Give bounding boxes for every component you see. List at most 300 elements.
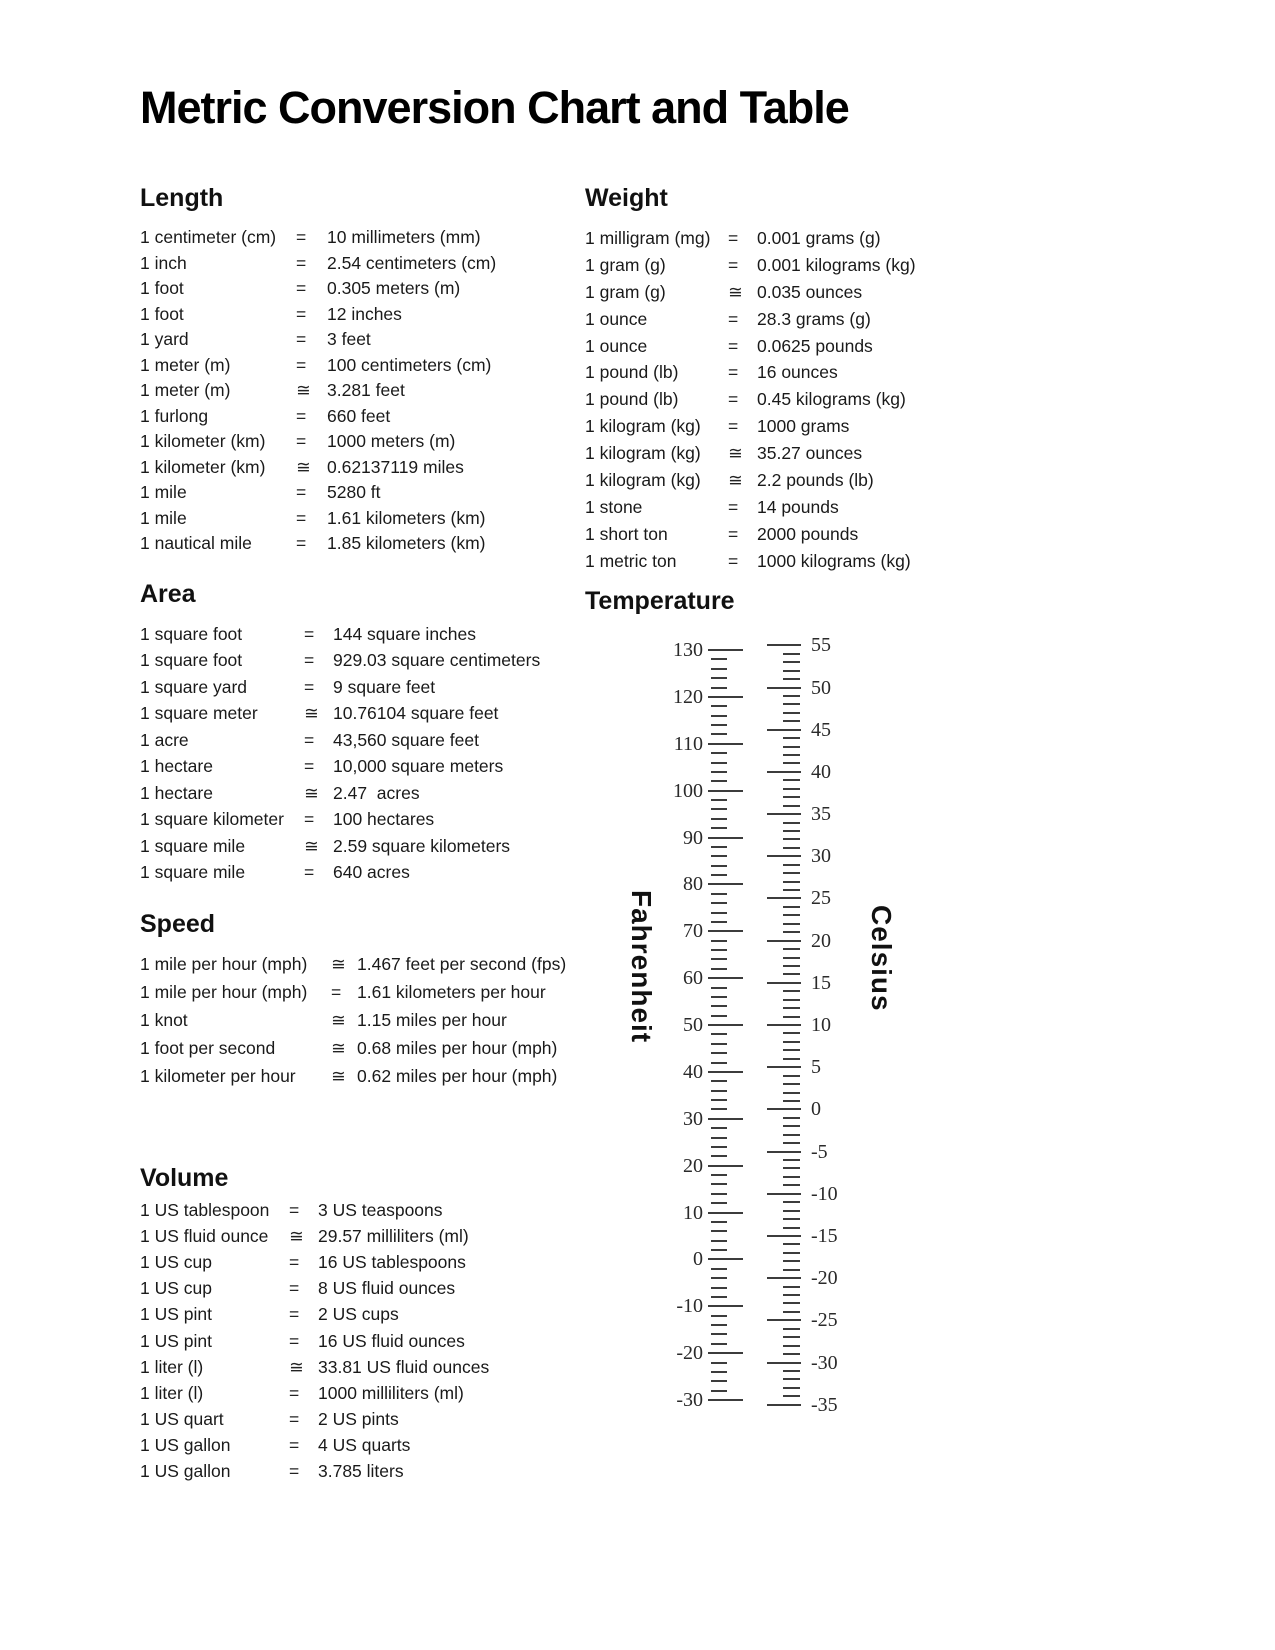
row-value: 929.03 square centimeters bbox=[333, 650, 541, 671]
row-quantity: 1 US cup bbox=[140, 1278, 212, 1299]
celsius-minor-tick bbox=[783, 906, 800, 908]
row-relation: = bbox=[728, 335, 739, 356]
conversion-row bbox=[140, 979, 620, 1007]
fahrenheit-minor-tick bbox=[711, 658, 727, 660]
conversion-row bbox=[140, 648, 610, 675]
row-relation: = bbox=[728, 389, 739, 410]
conversion-row bbox=[585, 440, 1055, 467]
row-quantity: 1 pound (lb) bbox=[585, 362, 679, 383]
row-value: 29.57 milliliters (ml) bbox=[318, 1225, 469, 1246]
celsius-minor-tick bbox=[783, 661, 800, 663]
fahrenheit-minor-tick bbox=[711, 733, 727, 735]
row-quantity: 1 furlong bbox=[140, 405, 209, 426]
section-area bbox=[140, 578, 610, 886]
celsius-minor-tick bbox=[783, 847, 800, 849]
celsius-tick-label: 5 bbox=[811, 1056, 821, 1079]
row-relation: = bbox=[728, 254, 739, 275]
celsius-minor-tick bbox=[783, 1328, 800, 1330]
row-quantity: 1 mile bbox=[140, 482, 187, 503]
row-relation: ≅ bbox=[331, 1009, 346, 1030]
fahrenheit-minor-tick bbox=[711, 771, 727, 773]
celsius-minor-tick bbox=[783, 1345, 800, 1347]
fahrenheit-minor-tick bbox=[711, 1296, 727, 1298]
fahrenheit-minor-tick bbox=[711, 1230, 727, 1232]
row-value: 2.59 square kilometers bbox=[333, 835, 511, 856]
fahrenheit-minor-tick bbox=[711, 780, 727, 782]
fahrenheit-major-tick bbox=[708, 1212, 743, 1214]
row-value: 1.61 kilometers per hour bbox=[357, 982, 546, 1003]
fahrenheit-tick-label: 60 bbox=[683, 967, 703, 990]
celsius-minor-tick bbox=[783, 1176, 800, 1178]
fahrenheit-minor-tick bbox=[711, 1324, 727, 1326]
conversion-row bbox=[140, 429, 610, 455]
row-value: 0.001 grams (g) bbox=[757, 227, 881, 248]
fahrenheit-minor-tick bbox=[711, 1127, 727, 1129]
celsius-tick-label: 25 bbox=[811, 887, 831, 910]
fahrenheit-tick-label: 130 bbox=[673, 639, 703, 661]
fahrenheit-minor-tick bbox=[711, 1240, 727, 1242]
celsius-minor-tick bbox=[783, 1201, 800, 1203]
row-value: 5280 ft bbox=[327, 482, 381, 503]
row-quantity: 1 mile bbox=[140, 507, 187, 528]
row-value: 1000 milliliters (ml) bbox=[318, 1382, 464, 1403]
row-relation: ≅ bbox=[728, 281, 743, 302]
fahrenheit-minor-tick bbox=[711, 1043, 727, 1045]
conversion-row bbox=[140, 1197, 610, 1223]
fahrenheit-minor-tick bbox=[711, 1380, 727, 1382]
conversion-row bbox=[585, 225, 1055, 252]
celsius-minor-tick bbox=[783, 670, 800, 672]
row-quantity: 1 kilogram (kg) bbox=[585, 469, 701, 490]
celsius-major-tick bbox=[767, 687, 801, 689]
celsius-minor-tick bbox=[783, 1016, 800, 1018]
section-length-title: Length bbox=[140, 184, 224, 212]
fahrenheit-minor-tick bbox=[711, 874, 727, 876]
fahrenheit-major-tick bbox=[708, 649, 743, 651]
celsius-scale-label: Celsius bbox=[866, 905, 897, 1012]
row-quantity: 1 hectare bbox=[140, 782, 213, 803]
conversion-row bbox=[140, 833, 610, 860]
conversion-row bbox=[140, 327, 610, 353]
celsius-minor-tick bbox=[783, 1041, 800, 1043]
row-relation: = bbox=[304, 756, 315, 777]
celsius-major-tick bbox=[767, 855, 801, 857]
row-value: 9 square feet bbox=[333, 676, 436, 697]
row-quantity: 1 nautical mile bbox=[140, 533, 252, 554]
row-relation: ≅ bbox=[289, 1225, 304, 1246]
conversion-row bbox=[140, 378, 610, 404]
row-quantity: 1 square meter bbox=[140, 703, 258, 724]
row-value: 0.0625 pounds bbox=[757, 335, 873, 356]
row-value: 3.785 liters bbox=[318, 1461, 404, 1482]
celsius-minor-tick bbox=[783, 1387, 800, 1389]
fahrenheit-minor-tick bbox=[711, 1033, 727, 1035]
fahrenheit-minor-tick bbox=[711, 1343, 727, 1345]
fahrenheit-major-tick bbox=[708, 977, 743, 979]
fahrenheit-tick-label: 110 bbox=[673, 732, 703, 755]
row-quantity: 1 acre bbox=[140, 729, 189, 750]
conversion-row bbox=[140, 780, 610, 807]
row-quantity: 1 hectare bbox=[140, 756, 213, 777]
row-relation: = bbox=[296, 533, 307, 554]
celsius-minor-tick bbox=[783, 1100, 800, 1102]
fahrenheit-minor-tick bbox=[711, 818, 727, 820]
celsius-tick-label: -10 bbox=[811, 1182, 838, 1205]
fahrenheit-minor-tick bbox=[711, 1099, 727, 1101]
section-volume-title: Volume bbox=[140, 1164, 229, 1192]
row-value: 3 US teaspoons bbox=[318, 1199, 443, 1220]
conversion-row bbox=[140, 1062, 620, 1090]
conversion-rows bbox=[140, 225, 610, 557]
row-relation: = bbox=[289, 1409, 300, 1430]
fahrenheit-major-tick bbox=[708, 837, 743, 839]
conversion-row bbox=[140, 1276, 610, 1302]
fahrenheit-major-tick bbox=[708, 1352, 743, 1354]
celsius-minor-tick bbox=[783, 830, 800, 832]
celsius-tick-label: -25 bbox=[811, 1309, 838, 1332]
conversion-row bbox=[140, 1459, 610, 1485]
row-value: 16 US tablespoons bbox=[318, 1251, 466, 1272]
celsius-minor-tick bbox=[783, 1210, 800, 1212]
section-speed-title: Speed bbox=[140, 910, 216, 938]
fahrenheit-minor-tick bbox=[711, 958, 727, 960]
row-value: 0.62 miles per hour (mph) bbox=[357, 1065, 558, 1086]
fahrenheit-minor-tick bbox=[711, 968, 727, 970]
celsius-minor-tick bbox=[783, 957, 800, 959]
celsius-major-tick bbox=[767, 1108, 801, 1110]
celsius-major-tick bbox=[767, 1404, 801, 1406]
celsius-major-tick bbox=[767, 982, 801, 984]
celsius-minor-tick bbox=[783, 948, 800, 950]
section-weight bbox=[585, 182, 1055, 575]
celsius-major-tick bbox=[767, 1319, 801, 1321]
conversion-row bbox=[140, 353, 610, 379]
row-value: 144 square inches bbox=[333, 623, 477, 644]
row-quantity: 1 US cup bbox=[140, 1251, 212, 1272]
fahrenheit-minor-tick bbox=[711, 1062, 727, 1064]
row-relation: ≅ bbox=[331, 954, 346, 975]
celsius-minor-tick bbox=[783, 1032, 800, 1034]
conversion-rows bbox=[140, 1197, 610, 1485]
row-value: 10,000 square meters bbox=[333, 756, 504, 777]
conversion-row bbox=[140, 506, 610, 532]
conversion-row bbox=[140, 1433, 610, 1459]
conversion-row bbox=[140, 1249, 610, 1275]
celsius-minor-tick bbox=[783, 1260, 800, 1262]
conversion-row bbox=[140, 807, 610, 834]
conversion-row bbox=[140, 1354, 610, 1380]
celsius-minor-tick bbox=[783, 1092, 800, 1094]
fahrenheit-minor-tick bbox=[711, 677, 727, 679]
row-quantity: 1 knot bbox=[140, 1009, 188, 1030]
fahrenheit-minor-tick bbox=[711, 687, 727, 689]
fahrenheit-minor-tick bbox=[711, 1090, 727, 1092]
celsius-minor-tick bbox=[783, 1218, 800, 1220]
row-value: 1.85 kilometers (km) bbox=[327, 533, 486, 554]
fahrenheit-minor-tick bbox=[711, 1390, 727, 1392]
fahrenheit-minor-tick bbox=[711, 1371, 727, 1373]
conversion-row bbox=[140, 404, 610, 430]
row-relation: = bbox=[728, 550, 739, 571]
celsius-tick-label: 10 bbox=[811, 1014, 831, 1036]
fahrenheit-major-tick bbox=[708, 1165, 743, 1167]
row-value: 16 ounces bbox=[757, 362, 838, 383]
fahrenheit-minor-tick bbox=[711, 1146, 727, 1148]
row-relation: = bbox=[296, 252, 307, 273]
row-value: 0.035 ounces bbox=[757, 281, 863, 302]
celsius-minor-tick bbox=[783, 1294, 800, 1296]
celsius-minor-tick bbox=[783, 1353, 800, 1355]
row-value: 1.467 feet per second (fps) bbox=[357, 954, 567, 975]
row-value: 0.68 miles per hour (mph) bbox=[357, 1037, 558, 1058]
row-quantity: 1 meter (m) bbox=[140, 354, 231, 375]
row-value: 1000 meters (m) bbox=[327, 431, 456, 452]
celsius-tick-label: 20 bbox=[811, 929, 831, 952]
fahrenheit-minor-tick bbox=[711, 1005, 727, 1007]
row-relation: = bbox=[728, 496, 739, 517]
row-relation: = bbox=[289, 1251, 300, 1272]
celsius-major-tick bbox=[767, 771, 801, 773]
fahrenheit-minor-tick bbox=[711, 846, 727, 848]
fahrenheit-major-tick bbox=[708, 743, 743, 745]
conversion-row bbox=[140, 621, 610, 648]
celsius-tick-label: -5 bbox=[811, 1140, 828, 1163]
celsius-major-tick bbox=[767, 1193, 801, 1195]
fahrenheit-tick-label: -20 bbox=[676, 1342, 703, 1365]
fahrenheit-minor-tick bbox=[711, 902, 727, 904]
celsius-minor-tick bbox=[783, 1336, 800, 1338]
row-relation: = bbox=[304, 676, 315, 697]
fahrenheit-minor-tick bbox=[711, 1221, 727, 1223]
temperature-scale-chart bbox=[570, 620, 930, 1420]
section-speed bbox=[140, 908, 620, 1090]
celsius-major-tick bbox=[767, 940, 801, 942]
fahrenheit-minor-tick bbox=[711, 724, 727, 726]
conversion-row bbox=[140, 1007, 620, 1035]
row-quantity: 1 kilometer per hour bbox=[140, 1065, 296, 1086]
fahrenheit-minor-tick bbox=[711, 808, 727, 810]
row-value: 10 millimeters (mm) bbox=[327, 227, 481, 248]
row-value: 16 US fluid ounces bbox=[318, 1330, 465, 1351]
celsius-minor-tick bbox=[783, 914, 800, 916]
celsius-minor-tick bbox=[783, 872, 800, 874]
fahrenheit-minor-tick bbox=[711, 1052, 727, 1054]
fahrenheit-minor-tick bbox=[711, 865, 727, 867]
row-value: 0.45 kilograms (kg) bbox=[757, 389, 906, 410]
row-relation: = bbox=[331, 982, 342, 1003]
celsius-minor-tick bbox=[783, 653, 800, 655]
row-value: 100 hectares bbox=[333, 809, 435, 830]
row-value: 2 US cups bbox=[318, 1304, 399, 1325]
section-weight-title: Weight bbox=[585, 184, 668, 212]
fahrenheit-tick-label: 120 bbox=[673, 685, 703, 708]
row-value: 4 US quarts bbox=[318, 1435, 411, 1456]
row-quantity: 1 yard bbox=[140, 329, 189, 350]
celsius-tick-label: 35 bbox=[811, 803, 831, 826]
row-relation: = bbox=[304, 650, 315, 671]
row-value: 1.61 kilometers (km) bbox=[327, 507, 486, 528]
row-relation: ≅ bbox=[304, 782, 319, 803]
conversion-row bbox=[140, 754, 610, 781]
row-relation: = bbox=[289, 1461, 300, 1482]
conversion-row bbox=[140, 455, 610, 481]
section-area-title: Area bbox=[140, 580, 196, 608]
fahrenheit-tick-label: 20 bbox=[683, 1154, 703, 1177]
celsius-minor-tick bbox=[783, 973, 800, 975]
section-temperature bbox=[585, 585, 1055, 1445]
fahrenheit-minor-tick bbox=[711, 1249, 727, 1251]
celsius-minor-tick bbox=[783, 1184, 800, 1186]
fahrenheit-minor-tick bbox=[711, 893, 727, 895]
row-relation: = bbox=[296, 354, 307, 375]
row-relation: ≅ bbox=[331, 1065, 346, 1086]
fahrenheit-minor-tick bbox=[711, 940, 727, 942]
celsius-minor-tick bbox=[783, 678, 800, 680]
row-value: 3 feet bbox=[327, 329, 371, 350]
fahrenheit-minor-tick bbox=[711, 996, 727, 998]
fahrenheit-major-tick bbox=[708, 1399, 743, 1401]
conversion-rows bbox=[140, 951, 620, 1090]
celsius-minor-tick bbox=[783, 1286, 800, 1288]
celsius-tick-label: -30 bbox=[811, 1351, 838, 1374]
row-quantity: 1 centimeter (cm) bbox=[140, 227, 277, 248]
conversion-row bbox=[585, 467, 1055, 494]
row-relation: ≅ bbox=[728, 443, 743, 464]
celsius-major-tick bbox=[767, 897, 801, 899]
celsius-minor-tick bbox=[783, 838, 800, 840]
row-value: 43,560 square feet bbox=[333, 729, 479, 750]
row-relation: = bbox=[304, 729, 315, 750]
celsius-minor-tick bbox=[783, 1227, 800, 1229]
fahrenheit-minor-tick bbox=[711, 1080, 727, 1082]
celsius-minor-tick bbox=[783, 1395, 800, 1397]
row-quantity: 1 US pint bbox=[140, 1330, 212, 1351]
celsius-minor-tick bbox=[783, 889, 800, 891]
celsius-minor-tick bbox=[783, 1142, 800, 1144]
conversion-rows bbox=[140, 621, 610, 886]
conversion-row bbox=[140, 1407, 610, 1433]
row-quantity: 1 square kilometer bbox=[140, 809, 284, 830]
row-value: 0.62137119 miles bbox=[327, 456, 464, 477]
fahrenheit-minor-tick bbox=[711, 1268, 727, 1270]
row-relation: = bbox=[289, 1304, 300, 1325]
fahrenheit-tick-label: 90 bbox=[683, 826, 703, 849]
celsius-minor-tick bbox=[783, 999, 800, 1001]
fahrenheit-tick-label: 100 bbox=[673, 779, 703, 802]
celsius-minor-tick bbox=[783, 737, 800, 739]
fahrenheit-minor-tick bbox=[711, 705, 727, 707]
row-relation: ≅ bbox=[331, 1037, 346, 1058]
celsius-minor-tick bbox=[783, 1007, 800, 1009]
conversion-row bbox=[585, 494, 1055, 521]
fahrenheit-major-tick bbox=[708, 1071, 743, 1073]
fahrenheit-major-tick bbox=[708, 883, 743, 885]
row-value: 8 US fluid ounces bbox=[318, 1278, 456, 1299]
celsius-tick-label: 15 bbox=[811, 971, 831, 994]
fahrenheit-scale-label: Fahrenheit bbox=[626, 890, 657, 1044]
fahrenheit-tick-label: 0 bbox=[693, 1248, 703, 1271]
fahrenheit-minor-tick bbox=[711, 912, 727, 914]
celsius-minor-tick bbox=[783, 923, 800, 925]
row-value: 1000 kilograms (kg) bbox=[757, 550, 911, 571]
row-quantity: 1 ounce bbox=[585, 308, 648, 329]
conversion-row bbox=[140, 1034, 620, 1062]
fahrenheit-minor-tick bbox=[711, 1183, 727, 1185]
row-quantity: 1 foot bbox=[140, 303, 184, 324]
row-quantity: 1 US gallon bbox=[140, 1435, 231, 1456]
celsius-minor-tick bbox=[783, 796, 800, 798]
section-volume bbox=[140, 1162, 610, 1485]
conversion-row bbox=[140, 480, 610, 506]
row-relation: = bbox=[296, 278, 307, 299]
row-relation: = bbox=[289, 1199, 300, 1220]
page-title: Metric Conversion Chart and Table bbox=[140, 82, 849, 133]
row-quantity: 1 short ton bbox=[585, 523, 668, 544]
row-quantity: 1 liter (l) bbox=[140, 1356, 204, 1377]
row-relation: = bbox=[728, 227, 739, 248]
celsius-minor-tick bbox=[783, 965, 800, 967]
row-relation: = bbox=[296, 431, 307, 452]
fahrenheit-minor-tick bbox=[711, 1015, 727, 1017]
fahrenheit-major-tick bbox=[708, 1118, 743, 1120]
fahrenheit-major-tick bbox=[708, 696, 743, 698]
conversion-row bbox=[140, 276, 610, 302]
section-temperature-title: Temperature bbox=[585, 587, 735, 615]
celsius-minor-tick bbox=[783, 720, 800, 722]
fahrenheit-major-tick bbox=[708, 1258, 743, 1260]
conversion-row bbox=[585, 386, 1055, 413]
row-value: 1.15 miles per hour bbox=[357, 1009, 507, 1030]
celsius-minor-tick bbox=[783, 1370, 800, 1372]
row-quantity: 1 milligram (mg) bbox=[585, 227, 711, 248]
celsius-minor-tick bbox=[783, 1269, 800, 1271]
celsius-minor-tick bbox=[783, 1311, 800, 1313]
fahrenheit-minor-tick bbox=[711, 1193, 727, 1195]
conversion-row bbox=[140, 302, 610, 328]
celsius-minor-tick bbox=[783, 805, 800, 807]
row-value: 2000 pounds bbox=[757, 523, 859, 544]
conversion-row bbox=[585, 279, 1055, 306]
row-relation: = bbox=[304, 623, 315, 644]
fahrenheit-minor-tick bbox=[711, 1315, 727, 1317]
fahrenheit-tick-label: 70 bbox=[683, 920, 703, 943]
row-quantity: 1 square mile bbox=[140, 862, 246, 883]
row-value: 10.76104 square feet bbox=[333, 703, 499, 724]
celsius-minor-tick bbox=[783, 712, 800, 714]
fahrenheit-minor-tick bbox=[711, 1174, 727, 1176]
row-quantity: 1 gram (g) bbox=[585, 281, 666, 302]
fahrenheit-tick-label: 40 bbox=[683, 1060, 703, 1083]
row-quantity: 1 US gallon bbox=[140, 1461, 231, 1482]
celsius-major-tick bbox=[767, 644, 801, 646]
row-value: 33.81 US fluid ounces bbox=[318, 1356, 490, 1377]
row-quantity: 1 square foot bbox=[140, 650, 243, 671]
celsius-minor-tick bbox=[783, 881, 800, 883]
fahrenheit-minor-tick bbox=[711, 921, 727, 923]
row-value: 640 acres bbox=[333, 862, 410, 883]
conversion-row bbox=[140, 1302, 610, 1328]
fahrenheit-minor-tick bbox=[711, 752, 727, 754]
row-quantity: 1 mile per hour (mph) bbox=[140, 982, 308, 1003]
row-value: 1000 grams bbox=[757, 416, 850, 437]
celsius-minor-tick bbox=[783, 1167, 800, 1169]
celsius-minor-tick bbox=[783, 746, 800, 748]
row-value: 14 pounds bbox=[757, 496, 839, 517]
row-relation: ≅ bbox=[296, 380, 311, 401]
row-quantity: 1 square mile bbox=[140, 835, 246, 856]
row-relation: = bbox=[296, 303, 307, 324]
row-quantity: 1 meter (m) bbox=[140, 380, 231, 401]
